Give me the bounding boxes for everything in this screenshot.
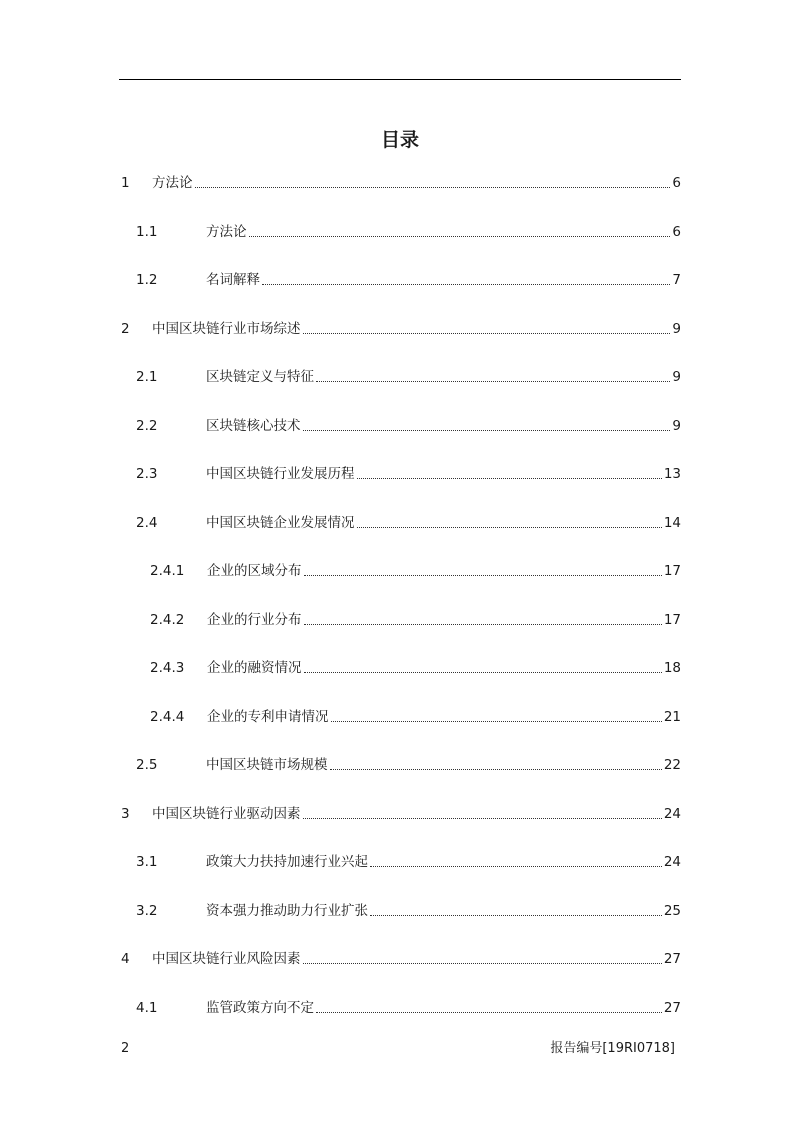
toc-entry-number: 2.4.2: [150, 611, 185, 628]
toc-entry-title: 方法论: [206, 223, 247, 240]
toc-entry[interactable]: [119, 803, 681, 823]
toc-dot-leader: [370, 865, 662, 867]
toc-entry[interactable]: [119, 997, 681, 1017]
toc-entry-page: 17: [663, 611, 681, 628]
toc-entry-page: 24: [663, 854, 681, 870]
toc-dot-leader: [304, 623, 662, 625]
toc-dot-leader: [330, 768, 662, 770]
toc-entry-title: 中国区块链市场规模: [206, 757, 328, 773]
toc-entry-number: 2: [121, 320, 130, 337]
toc-entry-page: 18: [663, 660, 681, 676]
toc-dot-leader: [331, 720, 662, 722]
toc-entry[interactable]: [119, 657, 681, 677]
toc-entry[interactable]: [119, 415, 681, 435]
toc-entry-page: 9: [672, 417, 681, 434]
toc-entry[interactable]: [119, 609, 681, 629]
toc-entry-number: 1.1: [136, 223, 158, 240]
toc-entry-number: 4: [121, 951, 130, 967]
toc-entry-page: 7: [672, 272, 681, 288]
toc-dot-leader: [304, 671, 662, 673]
toc-entry[interactable]: [119, 754, 681, 774]
toc-entry-title: 方法论: [152, 175, 193, 191]
toc-entry-title: 中国区块链行业风险因素: [152, 951, 301, 967]
toc-entry-number: 3: [121, 805, 130, 822]
toc-entry-page: 22: [663, 757, 681, 773]
toc-entry-number: 2.4.3: [150, 660, 185, 676]
toc-entry-page: 25: [663, 902, 681, 919]
toc-dot-leader: [304, 574, 662, 576]
toc-entry-number: 2.4.1: [150, 563, 185, 579]
toc-dot-leader: [249, 235, 671, 237]
toc-entry-page: 17: [663, 563, 681, 579]
toc-entry[interactable]: [119, 948, 681, 968]
toc-entry[interactable]: [119, 318, 681, 338]
toc-dot-leader: [357, 526, 662, 528]
toc-entry-page: 14: [663, 514, 681, 531]
footer-page-number: 2: [121, 1041, 130, 1056]
toc-entry-page: 9: [672, 369, 681, 385]
toc-entry-title: 企业的专利申请情况: [207, 708, 329, 725]
toc-dot-leader: [316, 1011, 662, 1013]
toc-dot-leader: [316, 380, 670, 382]
toc-dot-leader: [303, 429, 671, 431]
toc-entry[interactable]: [119, 851, 681, 871]
toc-dot-leader: [195, 186, 671, 188]
toc-entry-title: 监管政策方向不定: [206, 999, 314, 1016]
toc-entry-title: 政策大力扶持加速行业兴起: [206, 854, 368, 870]
toc-entry-number: 2.1: [136, 369, 158, 385]
toc-title: 目录: [380, 129, 419, 151]
toc-entry-page: 6: [672, 223, 681, 240]
toc-entry-title: 资本强力推动助力行业扩张: [206, 902, 368, 919]
toc-entry-number: 1: [121, 175, 130, 191]
toc-entry-title: 企业的行业分布: [207, 611, 302, 628]
toc-entry-page: 13: [663, 466, 681, 482]
toc-entry[interactable]: [119, 366, 681, 386]
toc-entry[interactable]: [119, 221, 681, 241]
toc-entry-title: 中国区块链行业发展历程: [206, 466, 355, 482]
toc-entry-title: 名词解释: [206, 272, 260, 288]
toc-entry[interactable]: [119, 706, 681, 726]
toc-entry-page: 6: [672, 175, 681, 191]
toc-entry[interactable]: [119, 172, 681, 192]
toc-entry-title: 区块链定义与特征: [206, 369, 314, 385]
toc-entry-title: 中国区块链行业驱动因素: [152, 805, 301, 822]
toc-entry-number: 3.2: [136, 902, 158, 919]
toc-entry-number: 3.1: [136, 854, 158, 870]
toc-entry-title: 中国区块链行业市场综述: [152, 320, 301, 337]
toc-entry-page: 27: [663, 999, 681, 1016]
toc-entry[interactable]: [119, 463, 681, 483]
toc-dot-leader: [357, 477, 662, 479]
toc-dot-leader: [370, 914, 662, 916]
toc-entry-number: 1.2: [136, 272, 158, 288]
footer-report-id: 报告编号[19RI0718]: [550, 1041, 675, 1056]
toc-dot-leader: [303, 962, 662, 964]
toc-entry-title: 企业的区域分布: [207, 563, 302, 579]
toc-entry-number: 2.2: [136, 417, 158, 434]
toc-entry-page: 24: [663, 805, 681, 822]
toc-dot-leader: [303, 817, 662, 819]
toc-entry[interactable]: [119, 512, 681, 532]
header-rule: [119, 79, 681, 80]
toc-entry-number: 2.3: [136, 466, 158, 482]
toc-dot-leader: [262, 283, 670, 285]
toc-entry[interactable]: [119, 269, 681, 289]
toc-entry-title: 区块链核心技术: [206, 417, 301, 434]
toc-entry-number: 2.4: [136, 514, 158, 531]
toc-entry-page: 27: [663, 951, 681, 967]
toc-entry-page: 9: [672, 320, 681, 337]
toc-entry[interactable]: [119, 560, 681, 580]
toc-entry-title: 企业的融资情况: [207, 660, 302, 676]
toc-entry-title: 中国区块链企业发展情况: [206, 514, 355, 531]
toc-entry-page: 21: [663, 708, 681, 725]
toc-entry[interactable]: [119, 900, 681, 920]
toc-entry-number: 4.1: [136, 999, 158, 1016]
toc-dot-leader: [303, 332, 671, 334]
toc-entry-number: 2.4.4: [150, 708, 185, 725]
toc-entry-number: 2.5: [136, 757, 158, 773]
